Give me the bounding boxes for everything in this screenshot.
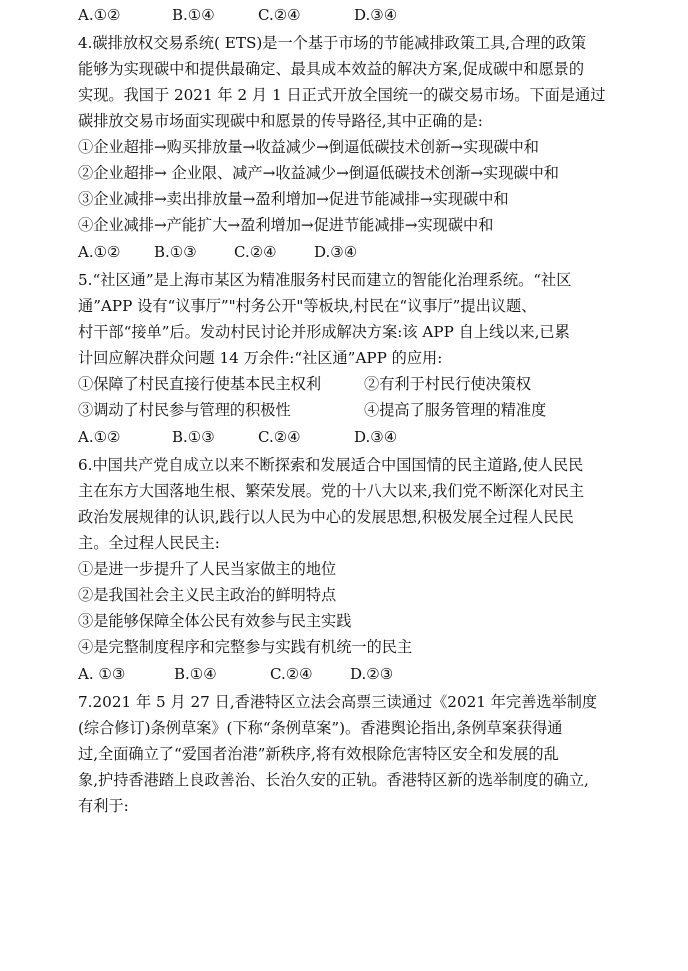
q4-option-d: D.③④ — [314, 243, 358, 261]
q7-stem-line-3: 过,全面确立了“爱国者治港”新秩序,将有效根除危害特区安全和发展的乱 — [78, 745, 559, 763]
q5-stem-line-1: 5.“社区通”是上海市某区为精准服务村民而建立的智能化治理系统。“社区 — [78, 271, 572, 289]
q6-option-d: D.②③ — [350, 665, 394, 683]
q5-choice-3: ③调动了村民参与管理的积极性 — [78, 401, 291, 419]
q4-option-a: A.①② — [78, 243, 121, 261]
q4-path-1: ①企业超排→购买排放量→收益减少→倒逼低碳技术创新→实现碳中和 — [78, 138, 539, 156]
q5-stem-line-2: 通”APP 设有“议事厅”"村务公开"等板块,村民在“议事厅”提出议题、 — [78, 297, 537, 315]
q4-path-3: ③企业减排→卖出排放量→盈利增加→促进节能减排→实现碳中和 — [78, 190, 509, 208]
q6-stem-line-3: 政治发展规律的认识,践行以人民为中心的发展思想,积极发展全过程人民民 — [78, 508, 574, 526]
q3-option-b: B.①④ — [172, 6, 215, 24]
q5-option-b: B.①③ — [172, 428, 215, 446]
q6-option-c: C.②④ — [270, 665, 313, 683]
q5-option-c: C.②④ — [258, 428, 301, 446]
q4-option-c: C.②④ — [234, 243, 277, 261]
q6-choice-1: ①是进一步提升了人民当家做主的地位 — [78, 560, 337, 578]
q6-stem-line-1: 6.中国共产党自成立以来不断探索和发展适合中国国情的民主道路,使人民民 — [78, 456, 584, 474]
q5-stem-line-3: 村干部“接单”后。发动村民讨论并形成解决方案:该 APP 自上线以来,已累 — [78, 323, 570, 341]
q6-choice-2: ②是我国社会主义民主政治的鲜明特点 — [78, 586, 337, 604]
q6-stem-line-2: 主在东方大国落地生根、繁荣发展。党的十八大以来,我们党不断深化对民主 — [78, 482, 585, 500]
q5-choice-1: ①保障了村民直接行使基本民主权利 — [78, 375, 321, 393]
q7-stem-line-4: 象,护持香港踏上良政善治、长治久安的正轨。香港特区新的选举制度的确立, — [78, 771, 589, 789]
q4-option-b: B.①③ — [154, 243, 197, 261]
q4-stem-line-2: 能够为实现碳中和提供最确定、最具成本效益的解决方案,促成碳中和愿景的 — [78, 60, 585, 78]
q7-stem-line-2: (综合修订)条例草案》(下称“条例草案”)。香港舆论指出,条例草案获得通 — [78, 719, 563, 737]
q5-choice-2: ②有利于村民行使决策权 — [364, 375, 532, 393]
q6-option-a: A. ①③ — [78, 665, 126, 683]
q5-option-d: D.③④ — [354, 428, 398, 446]
q4-stem-line-3: 实现。我国于 2021 年 2 月 1 日正式开放全国统一的碳交易市场。下面是通过 — [78, 86, 606, 104]
q4-stem-line-1: 4.碳排放权交易系统( ETS)是一个基于市场的节能减排政策工具,合理的政策 — [78, 34, 587, 52]
q7-stem-line-5: 有利于: — [78, 797, 129, 815]
q4-path-2: ②企业超排→ 企业限、减产→收益减少→倒逼低碳技术创渐→实现碳中和 — [78, 164, 559, 182]
q6-option-b: B.①④ — [174, 665, 217, 683]
q5-option-a: A.①② — [78, 428, 121, 446]
q5-stem-line-4: 计回应解决群众问题 14 万余件:“社区通”APP 的应用: — [78, 349, 443, 367]
q6-choice-4: ④是完整制度程序和完整参与实践有机统一的民主 — [78, 638, 413, 656]
q3-option-a: A.①② — [78, 6, 121, 24]
q3-option-c: C.②④ — [258, 6, 301, 24]
q6-choice-3: ③是能够保障全体公民有效参与民主实践 — [78, 612, 352, 630]
q6-stem-line-4: 主。全过程人民民主: — [78, 534, 220, 552]
q5-choice-4: ④提高了服务管理的精准度 — [364, 401, 547, 419]
q7-stem-line-1: 7.2021 年 5 月 27 日,香港特区立法会高票三读通过《2021 年完善选举制度 — [78, 693, 598, 711]
q4-path-4: ④企业减排→产能扩大→盈利增加→促进节能减排→实现碳中和 — [78, 216, 494, 234]
q4-stem-line-4: 碳排放交易市场面实现碳中和愿景的传导路径,其中正确的是: — [78, 112, 483, 130]
q3-option-d: D.③④ — [354, 6, 398, 24]
